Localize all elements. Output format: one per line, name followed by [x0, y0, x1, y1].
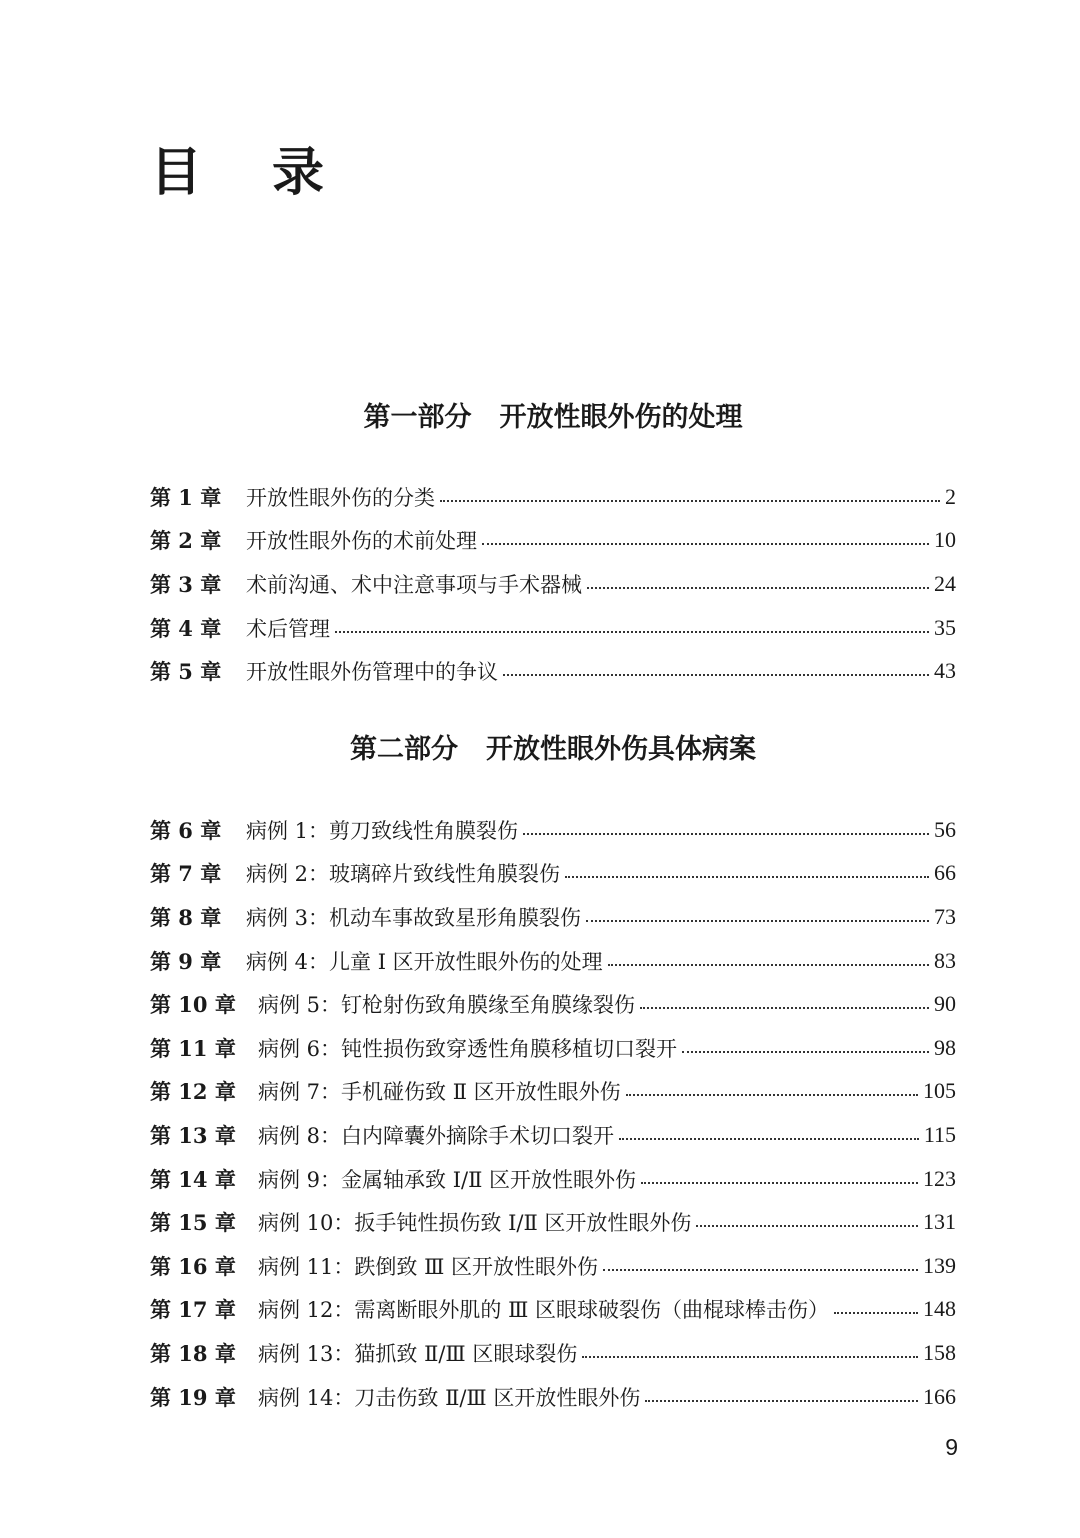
- toc-entry[interactable]: [150, 852, 956, 896]
- dot-leader: [640, 1007, 929, 1009]
- chapter-number: 第 4 章: [150, 615, 222, 641]
- toc-entry[interactable]: [150, 939, 956, 983]
- part-1-chapter-list: [150, 475, 956, 693]
- chapter-title: 病例 5：钉枪射伤致角膜缘至角膜缘裂伤: [258, 993, 636, 1018]
- dot-leader: [645, 1400, 918, 1402]
- toc-entry[interactable]: [150, 1375, 956, 1419]
- part-1-label: 第一部分: [363, 402, 472, 433]
- chapter-title: 病例 3：机动车事故致星形角膜裂伤: [246, 905, 582, 930]
- page-ref: 115: [923, 1121, 956, 1147]
- chapter-number: 第 2 章: [150, 528, 222, 554]
- page-number: 9: [945, 1434, 958, 1460]
- chapter-title: 病例 12：需离断眼外肌的 Ⅲ 区眼球破裂伤（曲棍球棒击伤）: [258, 1298, 829, 1323]
- page-ref: 158: [923, 1339, 956, 1365]
- page-ref: 148: [923, 1296, 956, 1322]
- chapter-number: 第 7 章: [150, 861, 222, 887]
- page-title: [150, 138, 324, 208]
- chapter-title: 病例 11：跌倒致 Ⅲ 区开放性眼外伤: [258, 1254, 598, 1279]
- dot-leader: [619, 1138, 919, 1140]
- toc-entry[interactable]: [150, 1288, 956, 1332]
- dot-leader: [586, 920, 929, 922]
- toc-entry[interactable]: [150, 1331, 956, 1375]
- page-ref: 83: [934, 947, 956, 973]
- page-ref: 24: [934, 570, 956, 596]
- chapter-title: 开放性眼外伤的术前处理: [246, 529, 477, 554]
- chapter-number: 第 14 章: [150, 1166, 236, 1192]
- chapter-number: 第 5 章: [150, 659, 222, 685]
- toc-entry[interactable]: [150, 1026, 956, 1070]
- chapter-title: 病例 9：金属轴承致 Ⅰ/Ⅱ 区开放性眼外伤: [258, 1167, 637, 1192]
- chapter-number: 第 13 章: [150, 1122, 236, 1148]
- chapter-number: 第 10 章: [150, 992, 236, 1018]
- dot-leader: [565, 876, 929, 878]
- page-ref: 105: [923, 1078, 956, 1104]
- chapter-title: 病例 6：钝性损伤致穿透性角膜移植切口裂开: [258, 1036, 678, 1061]
- page-ref: 66: [934, 860, 956, 886]
- dot-leader: [587, 587, 929, 589]
- chapter-title: 病例 2：玻璃碎片致线性角膜裂伤: [246, 862, 561, 887]
- part-2-title: 开放性眼外伤具体病案: [486, 734, 756, 765]
- dot-leader: [834, 1312, 918, 1314]
- dot-leader: [335, 631, 929, 633]
- page-ref: 56: [934, 816, 956, 842]
- page-title-char-1: 目: [150, 142, 203, 203]
- chapter-title: 病例 8：白内障囊外摘除手术切口裂开: [258, 1123, 615, 1148]
- page-ref: 43: [934, 658, 956, 684]
- dot-leader: [696, 1225, 918, 1227]
- toc-entry[interactable]: [150, 1070, 956, 1114]
- chapter-title: 术后管理: [246, 616, 330, 641]
- page-title-char-2: 录: [272, 142, 325, 203]
- chapter-number: 第 19 章: [150, 1384, 236, 1410]
- chapter-number: 第 18 章: [150, 1340, 236, 1366]
- chapter-number: 第 15 章: [150, 1210, 236, 1236]
- chapter-title: 术前沟通、术中注意事项与手术器械: [246, 572, 582, 597]
- page-ref: 139: [923, 1252, 956, 1278]
- toc-entry[interactable]: [150, 1244, 956, 1288]
- toc-entry[interactable]: [150, 519, 956, 563]
- page-ref: 166: [923, 1383, 956, 1409]
- page-ref: 98: [934, 1034, 956, 1060]
- page-ref: 73: [934, 903, 956, 929]
- toc-entry[interactable]: [150, 895, 956, 939]
- chapter-title: 开放性眼外伤的分类: [246, 485, 435, 510]
- toc-entry[interactable]: [150, 649, 956, 693]
- toc-entry[interactable]: [150, 982, 956, 1026]
- page-ref: 131: [923, 1209, 956, 1235]
- chapter-number: 第 17 章: [150, 1297, 236, 1323]
- part-1-heading: [150, 398, 956, 438]
- page-ref: 2: [945, 483, 956, 509]
- page-ref: 35: [934, 614, 956, 640]
- chapter-title: 开放性眼外伤管理中的争议: [246, 660, 498, 685]
- toc-entry[interactable]: [150, 1157, 956, 1201]
- part-2-chapter-list: [150, 808, 956, 1418]
- toc-entry[interactable]: [150, 1113, 956, 1157]
- chapter-number: 第 12 章: [150, 1079, 236, 1105]
- chapter-number: 第 9 章: [150, 948, 222, 974]
- dot-leader: [626, 1094, 918, 1096]
- chapter-title: 病例 10：扳手钝性损伤致 Ⅰ/Ⅱ 区开放性眼外伤: [258, 1211, 692, 1236]
- part-2-label: 第二部分: [350, 734, 458, 765]
- page-ref: 10: [934, 527, 956, 553]
- toc-entry[interactable]: [150, 475, 956, 519]
- page-ref: 90: [934, 991, 956, 1017]
- chapter-title: 病例 7：手机碰伤致 Ⅱ 区开放性眼外伤: [258, 1080, 621, 1105]
- part-1-title: 开放性眼外伤的处理: [499, 402, 743, 433]
- chapter-number: 第 16 章: [150, 1253, 236, 1279]
- page-ref: 123: [923, 1165, 956, 1191]
- toc-entry[interactable]: [150, 606, 956, 650]
- dot-leader: [582, 1356, 918, 1358]
- dot-leader: [503, 674, 929, 676]
- toc-entry[interactable]: [150, 562, 956, 606]
- chapter-number: 第 8 章: [150, 904, 222, 930]
- chapter-number: 第 1 章: [150, 484, 222, 510]
- dot-leader: [482, 543, 929, 545]
- part-2-heading: [150, 730, 956, 770]
- chapter-title: 病例 4：儿童 Ⅰ 区开放性眼外伤的处理: [246, 949, 603, 974]
- chapter-number: 第 11 章: [150, 1035, 236, 1061]
- chapter-title: 病例 13：猫抓致 Ⅱ/Ⅲ 区眼球裂伤: [258, 1341, 578, 1366]
- toc-entry[interactable]: [150, 1200, 956, 1244]
- chapter-number: 第 6 章: [150, 817, 222, 843]
- dot-leader: [608, 964, 929, 966]
- dot-leader: [440, 500, 940, 502]
- chapter-title: 病例 14：刀击伤致 Ⅱ/Ⅲ 区开放性眼外伤: [258, 1385, 641, 1410]
- chapter-title: 病例 1：剪刀致线性角膜裂伤: [246, 818, 519, 843]
- toc-entry[interactable]: [150, 808, 956, 852]
- dot-leader: [523, 833, 929, 835]
- dot-leader: [641, 1182, 918, 1184]
- chapter-number: 第 3 章: [150, 571, 222, 597]
- dot-leader: [603, 1269, 918, 1271]
- dot-leader: [682, 1051, 929, 1053]
